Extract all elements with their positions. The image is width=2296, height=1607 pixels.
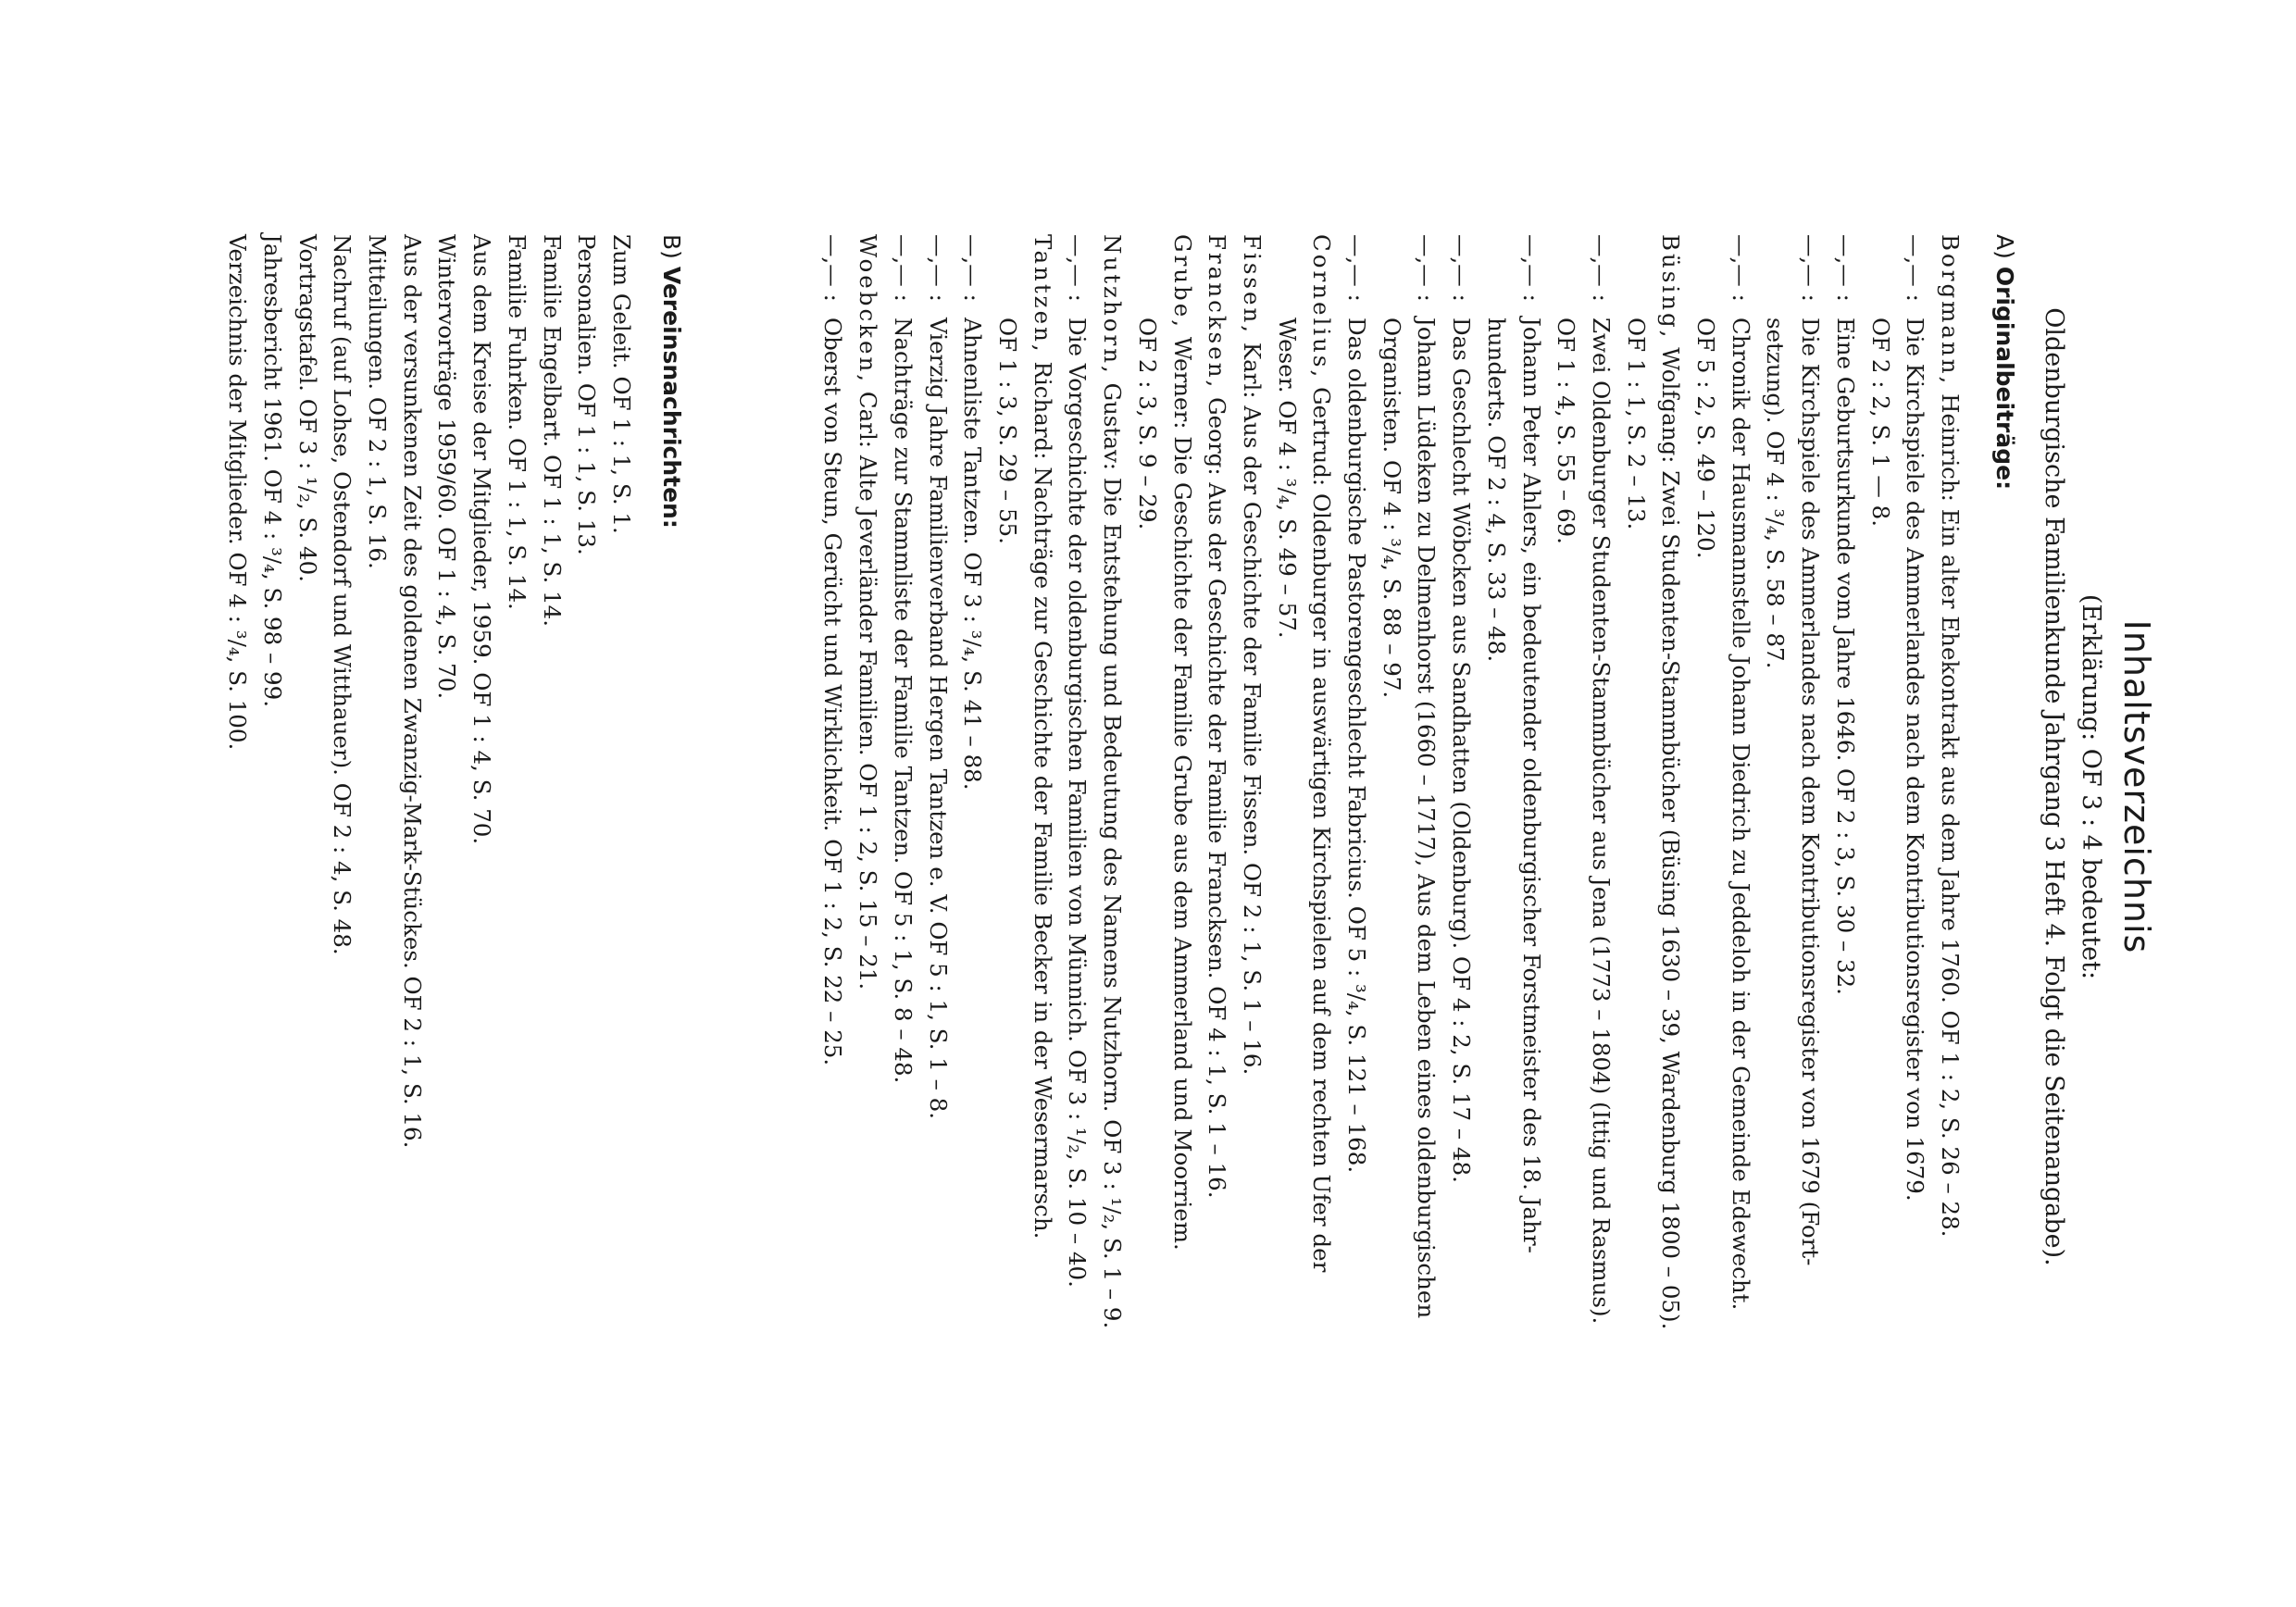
entry-line (1898, 234, 1933, 1475)
entry-line (1514, 234, 1549, 1475)
entry-text: Das oldenburgische Pastorengeschlecht Fabricius. OF 5 : ³/₄, S. 121 – 168. (1343, 318, 1371, 1174)
entry-text (1094, 234, 1129, 1475)
entry-line (1374, 234, 1409, 1475)
ditto-prefix: —,— : (1727, 234, 1754, 302)
club-news-item: Zum Geleit. OF 1 : 1, S. 1. (608, 234, 635, 534)
entry-text (1234, 234, 1269, 1475)
club-news-item: Mitteilungen. OF 2 : 1, S. 16. (364, 234, 392, 569)
entry-line (1479, 234, 1514, 1475)
club-news-item: Wintervorträge 1959/60. OF 1 : 4, S. 70. (433, 234, 461, 700)
entry-line (1409, 234, 1444, 1475)
author-name: Cornelius, (1308, 234, 1336, 380)
club-news-item: Personalien. OF 1 : 1, S. 13. (573, 234, 601, 555)
entry-line (1129, 234, 1165, 1475)
entry-text: Eine Geburtsurkunde vom Jahre 1646. OF 2 : 3, S. 30 – 32. (1831, 318, 1859, 995)
entry-continuation: hunderts. OF 2 : 4, S. 33 – 48. (1482, 318, 1510, 663)
ditto-prefix: —,— : (1064, 234, 1092, 302)
entry-text: Die Kirchspiele des Ammerlandes nach dem Kontributionsregister von 1679. (1902, 318, 1929, 1202)
entry-line (1863, 234, 1898, 1475)
entry-text (1932, 234, 1967, 1475)
entry-line (816, 234, 851, 1475)
entry-line (1618, 234, 1653, 1475)
ditto-prefix: —,— : (1343, 234, 1371, 302)
entry-text (1304, 234, 1340, 1475)
ditto-prefix: —,— : (959, 234, 987, 302)
entry-line (1792, 234, 1828, 1475)
club-news-item: Aus der versunkenen Zeit des goldenen Zwanzig-Mark-Stückes. OF 2 : 1, S. 16. (398, 234, 426, 1149)
entry-continuation: OF 1 : 1, S. 2 – 13. (1622, 318, 1650, 530)
entry-line (1443, 234, 1479, 1475)
section-a-marker: A) (1991, 234, 2018, 259)
entry-text: Chronik der Hausmannstelle Johann Diedrich zu Jeddeloh in der Gemeinde Edewecht. (1727, 318, 1754, 1311)
entry-continuation: OF 1 : 3, S. 29 – 55. (994, 318, 1022, 544)
entry-line (1549, 234, 1584, 1475)
section-a-heading (1991, 234, 2018, 490)
section-a-entries (816, 234, 1967, 1475)
author-name: Borgmann, (1937, 234, 1964, 387)
entry-title: Richard: Nachträge zur Geschichte der Familie Becker in der Wesermarsch. (1029, 361, 1056, 1240)
club-news-item: Jahresbericht 1961. OF 4 : ³/₄, S. 98 – 99. (258, 234, 286, 707)
section-a-title: Originalbeiträge: (1991, 266, 2018, 491)
section-b-heading (658, 234, 685, 529)
ditto-prefix: —,— : (1831, 234, 1859, 302)
ditto-prefix: —,— : (889, 234, 917, 302)
club-news-item: Familie Engelbart. OF 1 : 1, S. 14. (538, 234, 566, 627)
entry-line (1758, 234, 1793, 1475)
entry-title: Wolfgang: Zwei Studenten-Stammbücher (Büsing 1630 – 39, Wardenburg 1800 – 05). (1657, 347, 1685, 1330)
entry-text: Oberst von Steun, Gerücht und Wirklichkeit. OF 1 : 2, S. 22 – 25. (819, 318, 847, 1066)
club-news-item: Familie Fuhrken. OF 1 : 1, S. 14. (503, 234, 530, 610)
entry-line (1025, 234, 1060, 1475)
ditto-prefix: —,— : (1587, 234, 1615, 302)
explanation-line-1: (Erklärung: OF 3 : 4 bedeutet: (2077, 593, 2105, 980)
club-news-item: Aus dem Kreise der Mitglieder, 1959. OF 1 : 4, S. 70. (468, 234, 496, 845)
section-b-entries (220, 234, 639, 1475)
entry-line (1653, 234, 1689, 1475)
entry-text: Zwei Oldenburger Studenten-Stammbücher aus Jena (1773 – 1804) (Ittig und Rasmus). (1587, 318, 1615, 1325)
ditto-prefix: —,— : (1517, 234, 1545, 302)
entry-text: Die Kirchspiele des Ammerlandes nach dem Kontributionsregister von 1679 (Fort- (1797, 318, 1825, 1266)
entry-text (1025, 234, 1060, 1475)
entry-text: Johann Peter Ahlers, ein bedeutender oldenburgischer Forstmeister des 18. Jahr- (1517, 318, 1545, 1253)
entry-continuation: OF 2 : 2, S. 1 — 8. (1866, 318, 1894, 527)
entry-title: Gertrud: Oldenburger in auswärtigen Kirchspielen auf dem rechten Ufer der (1308, 387, 1336, 1273)
entry-text: Nachträge zur Stammliste der Familie Tantzen. OF 5 : 1, S. 8 – 48. (889, 318, 917, 1084)
entry-text: Johann Lüdeken zu Delmenhorst (1660 – 1717), Aus dem Leben eines oldenburgischen (1413, 318, 1441, 1319)
entry-title: Gustav: Die Entstehung und Bedeutung des Namens Nutzhorn. OF 3 : ¹/₂, S. 1 – 9. (1099, 382, 1127, 1329)
entry-line (955, 234, 991, 1475)
entry-line (1304, 234, 1340, 1475)
entry-line (1060, 234, 1095, 1475)
entry-continuation: Organisten. OF 4 : ³/₄, S. 88 – 97. (1378, 318, 1405, 699)
entry-continuation: OF 2 : 3, S. 9 – 29. (1133, 318, 1161, 530)
author-name: Nutzhorn, (1099, 234, 1127, 376)
author-name: Woebcken, (855, 234, 882, 385)
ditto-prefix: —,— : (924, 234, 952, 302)
author-name: Tantzen, (1029, 234, 1056, 355)
club-news-item: Verzeichnis der Mitglieder. OF 4 : ³/₄, S. 100. (224, 234, 252, 751)
entry-line (1200, 234, 1235, 1475)
ditto-prefix: —,— : (1448, 234, 1476, 302)
author-name: Büsing, (1657, 234, 1685, 341)
entry-continuation: OF 5 : 2, S. 49 – 120. (1692, 318, 1720, 559)
entry-text: Das Geschlecht Wöbcken aus Sandhatten (Oldenburg). OF 4 : 2, S. 17 – 48. (1448, 318, 1476, 1183)
entry-text: Vierzig Jahre Familienverband Hergen Tantzen e. V. OF 5 : 1, S. 1 – 8. (924, 318, 952, 1120)
entry-text (1653, 234, 1689, 1475)
ditto-prefix: —,— : (1413, 234, 1441, 302)
entry-line (990, 234, 1025, 1475)
entry-line (851, 234, 886, 1475)
club-news-item: Nachruf (auf Lohse, Ostendorf und Witthauer). OF 2 : 4, S. 48. (329, 234, 356, 955)
entry-continuation: OF 1 : 4, S. 55 – 69. (1553, 318, 1580, 544)
entry-line (1688, 234, 1723, 1475)
entry-continuation: Weser. OF 4 : ³/₄, S. 49 – 57. (1273, 318, 1301, 639)
entry-text: Die Vorgeschichte der oldenburgischen Familien von Münnich. OF 3 : ¹/₂, S. 10 – 40. (1064, 318, 1092, 1288)
entry-line (1269, 234, 1304, 1475)
author-name: Francksen, (1204, 234, 1231, 391)
entry-line (1165, 234, 1200, 1475)
entry-title: Karl: Aus der Geschichte der Familie Fissen. OF 2 : 1, S. 1 – 16. (1238, 342, 1266, 1076)
entry-title: Heinrich: Ein alter Ehekontrakt aus dem Jahre 1760. OF 1 : 2, S. 26 – 28. (1937, 393, 1964, 1238)
section-b-marker: B) (658, 234, 685, 259)
entry-line (920, 234, 955, 1475)
entry-text (1165, 234, 1200, 1475)
entry-line (1932, 234, 1967, 1475)
entry-line (1723, 234, 1758, 1475)
explanation-line-2: Oldenburgische Familienkunde Jahrgang 3 Heft 4. Folgt die Seitenangabe). (2040, 307, 2068, 1266)
entry-title: Georg: Aus der Geschichte der Familie Francksen. OF 4 : 1, S. 1 – 16. (1204, 397, 1231, 1199)
page-title: Inhaltsverzeichnis (2116, 619, 2157, 954)
ditto-prefix: —,— : (1902, 234, 1929, 302)
entry-line (1828, 234, 1863, 1475)
entry-title: Werner: Die Geschichte der Familie Grube aus dem Ammerland und Moorriem. (1168, 336, 1196, 1251)
entry-text (1200, 234, 1235, 1475)
author-name: Fissen, (1238, 234, 1266, 336)
entry-continuation: setzung). OF 4 : ³/₄, S. 58 – 87. (1762, 318, 1790, 669)
entry-line (1234, 234, 1269, 1475)
ditto-prefix: —,— : (1797, 234, 1825, 302)
club-news-item: Vortragstafel. OF 3 : ¹/₂, S. 40. (293, 234, 321, 582)
entry-line (1583, 234, 1618, 1475)
entry-text: Ahnenliste Tantzen. OF 3 : ³/₄, S. 41 – 88. (959, 318, 987, 791)
entry-text (851, 234, 886, 1475)
entry-line (1094, 234, 1129, 1475)
entry-line (1339, 234, 1374, 1475)
entry-title: Carl: Alte Jeverländer Familien. OF 1 : 2, S. 15 – 21. (855, 391, 882, 990)
section-b-title: Vereinsnachrichten: (658, 266, 685, 529)
ditto-prefix: —,— : (819, 234, 847, 302)
author-name: Grube, (1168, 234, 1196, 330)
entry-line (885, 234, 920, 1475)
